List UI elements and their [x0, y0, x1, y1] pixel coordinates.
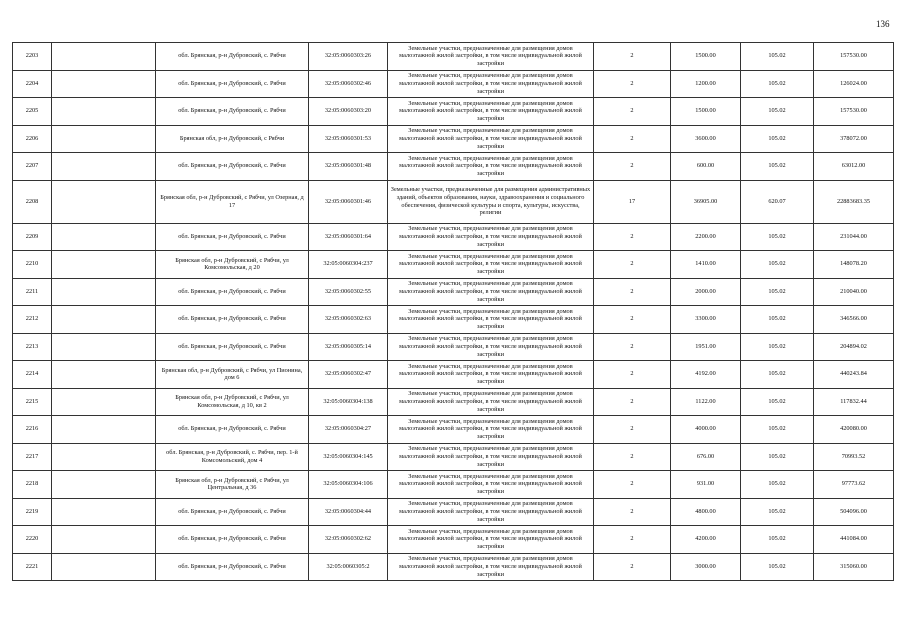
row-number: 2214	[13, 361, 52, 389]
table-row	[13, 153, 894, 181]
address-cell: Брянская обл, р-н Дубровский, с Рябчи, ул Комсомольская, д 20	[156, 251, 309, 279]
rate-cell: 105.02	[741, 125, 814, 153]
land-use-type-cell: Земельные участки, предназначенные для размещения домов малоэтажной жилой застройки, в том числе индивидуальной жилой застройки	[388, 388, 594, 416]
row-number: 2206	[13, 125, 52, 153]
land-use-type-cell: Земельные участки, предназначенные для размещения домов малоэтажной жилой застройки, в том числе индивидуальной жилой застройки	[388, 70, 594, 98]
empty-cell	[52, 306, 156, 334]
cadastral-value-cell: 157530.00	[814, 43, 894, 71]
table-body	[13, 43, 894, 581]
address-cell: обл. Брянская, р-н Дубровский, с. Рябчи, пер. 1-й Комсомольский, дом 4	[156, 443, 309, 471]
empty-cell	[52, 153, 156, 181]
cadastral-value-cell: 97773.62	[814, 471, 894, 499]
empty-cell	[52, 223, 156, 251]
cadastral-number-cell: 32:05:0060304:106	[309, 471, 388, 499]
land-use-type-cell: Земельные участки, предназначенные для размещения домов малоэтажной жилой застройки, в том числе индивидуальной жилой застройки	[388, 306, 594, 334]
cadastral-number-cell: 32:05:0060304:145	[309, 443, 388, 471]
address-cell: Брянская обл, р-н Дубровский, с Рябчи, ул Пионина, дом 6	[156, 361, 309, 389]
address-cell: обл. Брянская, р-н Дубровский, с. Рябчи	[156, 278, 309, 306]
table-row	[13, 553, 894, 581]
empty-cell	[52, 333, 156, 361]
area-cell: 1500.00	[671, 43, 741, 71]
land-use-type-cell: Земельные участки, предназначенные для размещения домов малоэтажной жилой застройки, в том числе индивидуальной жилой застройки	[388, 553, 594, 581]
rate-cell: 105.02	[741, 361, 814, 389]
table-row	[13, 278, 894, 306]
address-cell: обл. Брянская, р-н Дубровский, с. Рябчи	[156, 153, 309, 181]
area-cell: 1200.00	[671, 70, 741, 98]
table-row	[13, 180, 894, 223]
empty-cell	[52, 251, 156, 279]
row-number: 2203	[13, 43, 52, 71]
table-row	[13, 43, 894, 71]
group-cell: 2	[594, 153, 671, 181]
cadastral-value-cell: 231044.00	[814, 223, 894, 251]
address-cell: Брянская обл, р-н Дубровский, с Рябчи, ул Комсомольская, д 10, кв 2	[156, 388, 309, 416]
row-number: 2208	[13, 180, 52, 223]
land-use-type-cell: Земельные участки, предназначенные для размещения домов малоэтажной жилой застройки, в том числе индивидуальной жилой застройки	[388, 98, 594, 126]
cadastral-value-cell: 22883683.35	[814, 180, 894, 223]
area-cell: 2200.00	[671, 223, 741, 251]
page-number: 136	[876, 19, 890, 29]
cadastral-value-cell: 70993.52	[814, 443, 894, 471]
group-cell: 2	[594, 43, 671, 71]
cadastral-value-cell: 315060.00	[814, 553, 894, 581]
group-cell: 2	[594, 70, 671, 98]
land-use-type-cell: Земельные участки, предназначенные для размещения домов малоэтажной жилой застройки, в том числе индивидуальной жилой застройки	[388, 278, 594, 306]
table-row	[13, 251, 894, 279]
cadastral-number-cell: 32:05:0060302:63	[309, 306, 388, 334]
cadastral-value-cell: 420080.00	[814, 416, 894, 444]
rate-cell: 105.02	[741, 443, 814, 471]
group-cell: 2	[594, 306, 671, 334]
cadastral-value-cell: 210040.00	[814, 278, 894, 306]
table-row	[13, 471, 894, 499]
table-row	[13, 388, 894, 416]
empty-cell	[52, 98, 156, 126]
area-cell: 1410.00	[671, 251, 741, 279]
group-cell: 17	[594, 180, 671, 223]
group-cell: 2	[594, 498, 671, 526]
rate-cell: 105.02	[741, 153, 814, 181]
group-cell: 2	[594, 125, 671, 153]
table-row	[13, 306, 894, 334]
table-row	[13, 526, 894, 554]
group-cell: 2	[594, 526, 671, 554]
empty-cell	[52, 180, 156, 223]
address-cell: обл. Брянская, р-н Дубровский, с. Рябчи	[156, 526, 309, 554]
address-cell: обл. Брянская, р-н Дубровский, с. Рябчи	[156, 416, 309, 444]
empty-cell	[52, 125, 156, 153]
land-use-type-cell: Земельные участки, предназначенные для размещения домов малоэтажной жилой застройки, в том числе индивидуальной жилой застройки	[388, 43, 594, 71]
table-row	[13, 498, 894, 526]
table-row	[13, 98, 894, 126]
cadastral-number-cell: 32:05:0060304:27	[309, 416, 388, 444]
group-cell: 2	[594, 443, 671, 471]
area-cell: 600.00	[671, 153, 741, 181]
empty-cell	[52, 553, 156, 581]
group-cell: 2	[594, 98, 671, 126]
table-row	[13, 361, 894, 389]
cadastral-number-cell: 32:05:0060302:62	[309, 526, 388, 554]
rate-cell: 105.02	[741, 333, 814, 361]
row-number: 2210	[13, 251, 52, 279]
group-cell: 2	[594, 278, 671, 306]
cadastral-number-cell: 32:05:0060301:53	[309, 125, 388, 153]
table-row	[13, 70, 894, 98]
area-cell: 4800.00	[671, 498, 741, 526]
cadastral-value-cell: 440243.84	[814, 361, 894, 389]
rate-cell: 105.02	[741, 498, 814, 526]
cadastral-value-cell: 204894.02	[814, 333, 894, 361]
address-cell: обл. Брянская, р-н Дубровский, с. Рябчи	[156, 333, 309, 361]
group-cell: 2	[594, 361, 671, 389]
address-cell: Брянская обл, р-н Дубровский, с Рябчи, ул Озерная, д 17	[156, 180, 309, 223]
land-use-type-cell: Земельные участки, предназначенные для размещения домов малоэтажной жилой застройки, в том числе индивидуальной жилой застройки	[388, 471, 594, 499]
cadastral-number-cell: 32:05:0060301:46	[309, 180, 388, 223]
row-number: 2218	[13, 471, 52, 499]
empty-cell	[52, 361, 156, 389]
cadastral-number-cell: 32:05:0060302:55	[309, 278, 388, 306]
row-number: 2209	[13, 223, 52, 251]
empty-cell	[52, 526, 156, 554]
empty-cell	[52, 388, 156, 416]
area-cell: 4200.00	[671, 526, 741, 554]
address-cell: обл. Брянская, р-н Дубровский, с. Рябчи	[156, 43, 309, 71]
table-row	[13, 443, 894, 471]
rate-cell: 105.02	[741, 251, 814, 279]
address-cell: обл. Брянская, р-н Дубровский, с. Рябчи	[156, 306, 309, 334]
address-cell: обл. Брянская, р-н Дубровский, с. Рябчи	[156, 498, 309, 526]
cadastral-value-cell: 346566.00	[814, 306, 894, 334]
cadastral-value-cell: 148078.20	[814, 251, 894, 279]
area-cell: 2000.00	[671, 278, 741, 306]
area-cell: 3600.00	[671, 125, 741, 153]
group-cell: 2	[594, 251, 671, 279]
table-row	[13, 223, 894, 251]
land-use-type-cell: Земельные участки, предназначенные для размещения домов малоэтажной жилой застройки, в том числе индивидуальной жилой застройки	[388, 361, 594, 389]
address-cell: Брянская обл, р-н Дубровский, с Рябчи, ул Центральная, д 36	[156, 471, 309, 499]
cadastral-number-cell: 32:05:0060305:2	[309, 553, 388, 581]
rate-cell: 105.02	[741, 388, 814, 416]
group-cell: 2	[594, 416, 671, 444]
group-cell: 2	[594, 223, 671, 251]
table-row	[13, 125, 894, 153]
rate-cell: 105.02	[741, 553, 814, 581]
cadastral-number-cell: 32:05:0060304:44	[309, 498, 388, 526]
cadastral-value-cell: 117832.44	[814, 388, 894, 416]
area-cell: 36905.00	[671, 180, 741, 223]
row-number: 2221	[13, 553, 52, 581]
rate-cell: 105.02	[741, 526, 814, 554]
cadastral-value-cell: 157530.00	[814, 98, 894, 126]
row-number: 2213	[13, 333, 52, 361]
cadastral-number-cell: 32:05:0060305:14	[309, 333, 388, 361]
row-number: 2207	[13, 153, 52, 181]
area-cell: 4000.00	[671, 416, 741, 444]
row-number: 2205	[13, 98, 52, 126]
cadastral-value-cell: 63012.00	[814, 153, 894, 181]
cadastral-value-cell: 126024.00	[814, 70, 894, 98]
area-cell: 3000.00	[671, 553, 741, 581]
table-row	[13, 333, 894, 361]
row-number: 2215	[13, 388, 52, 416]
land-use-type-cell: Земельные участки, предназначенные для размещения домов малоэтажной жилой застройки, в том числе индивидуальной жилой застройки	[388, 443, 594, 471]
cadastral-number-cell: 32:05:0060303:20	[309, 98, 388, 126]
rate-cell: 105.02	[741, 43, 814, 71]
row-number: 2212	[13, 306, 52, 334]
area-cell: 3300.00	[671, 306, 741, 334]
cadastral-value-cell: 378072.00	[814, 125, 894, 153]
land-use-type-cell: Земельные участки, предназначенные для размещения домов малоэтажной жилой застройки, в том числе индивидуальной жилой застройки	[388, 251, 594, 279]
row-number: 2217	[13, 443, 52, 471]
address-cell: Брянская обл, р-н Дубровский, с Рябчи	[156, 125, 309, 153]
group-cell: 2	[594, 388, 671, 416]
rate-cell: 105.02	[741, 98, 814, 126]
cadastral-number-cell: 32:05:0060304:138	[309, 388, 388, 416]
area-cell: 1500.00	[671, 98, 741, 126]
land-use-type-cell: Земельные участки, предназначенные для размещения домов малоэтажной жилой застройки, в том числе индивидуальной жилой застройки	[388, 153, 594, 181]
empty-cell	[52, 416, 156, 444]
cadastral-value-cell: 504096.00	[814, 498, 894, 526]
row-number: 2216	[13, 416, 52, 444]
rate-cell: 105.02	[741, 416, 814, 444]
area-cell: 931.00	[671, 471, 741, 499]
rate-cell: 105.02	[741, 70, 814, 98]
land-use-type-cell: Земельные участки, предназначенные для размещения административных зданий, объектов образования, науки, здравоохранения и социального обеспечения, физической культуры и спорта, культуры, искусства, религии	[388, 180, 594, 223]
row-number: 2219	[13, 498, 52, 526]
land-use-type-cell: Земельные участки, предназначенные для размещения домов малоэтажной жилой застройки, в том числе индивидуальной жилой застройки	[388, 526, 594, 554]
cadastral-number-cell: 32:05:0060301:48	[309, 153, 388, 181]
table-row	[13, 416, 894, 444]
cadastral-value-cell: 441084.00	[814, 526, 894, 554]
cadastral-number-cell: 32:05:0060304:237	[309, 251, 388, 279]
empty-cell	[52, 70, 156, 98]
area-cell: 1122.00	[671, 388, 741, 416]
rate-cell: 105.02	[741, 278, 814, 306]
cadastral-table	[12, 42, 894, 581]
rate-cell: 105.02	[741, 306, 814, 334]
empty-cell	[52, 498, 156, 526]
land-use-type-cell: Земельные участки, предназначенные для размещения домов малоэтажной жилой застройки, в том числе индивидуальной жилой застройки	[388, 333, 594, 361]
area-cell: 4192.00	[671, 361, 741, 389]
rate-cell: 620.07	[741, 180, 814, 223]
empty-cell	[52, 443, 156, 471]
rate-cell: 105.02	[741, 471, 814, 499]
group-cell: 2	[594, 333, 671, 361]
empty-cell	[52, 43, 156, 71]
row-number: 2204	[13, 70, 52, 98]
group-cell: 2	[594, 471, 671, 499]
cadastral-number-cell: 32:05:0060302:46	[309, 70, 388, 98]
empty-cell	[52, 278, 156, 306]
rate-cell: 105.02	[741, 223, 814, 251]
land-use-type-cell: Земельные участки, предназначенные для размещения домов малоэтажной жилой застройки, в том числе индивидуальной жилой застройки	[388, 498, 594, 526]
address-cell: обл. Брянская, р-н Дубровский, с. Рябчи	[156, 98, 309, 126]
cadastral-number-cell: 32:05:0060302:47	[309, 361, 388, 389]
empty-cell	[52, 471, 156, 499]
land-use-type-cell: Земельные участки, предназначенные для размещения домов малоэтажной жилой застройки, в том числе индивидуальной жилой застройки	[388, 416, 594, 444]
address-cell: обл. Брянская, р-н Дубровский, с. Рябчи	[156, 70, 309, 98]
area-cell: 1951.00	[671, 333, 741, 361]
land-use-type-cell: Земельные участки, предназначенные для размещения домов малоэтажной жилой застройки, в том числе индивидуальной жилой застройки	[388, 125, 594, 153]
area-cell: 676.00	[671, 443, 741, 471]
address-cell: обл. Брянская, р-н Дубровский, с. Рябчи	[156, 553, 309, 581]
cadastral-number-cell: 32:05:0060301:64	[309, 223, 388, 251]
address-cell: обл. Брянская, р-н Дубровский, с. Рябчи	[156, 223, 309, 251]
row-number: 2211	[13, 278, 52, 306]
row-number: 2220	[13, 526, 52, 554]
group-cell: 2	[594, 553, 671, 581]
land-use-type-cell: Земельные участки, предназначенные для размещения домов малоэтажной жилой застройки, в том числе индивидуальной жилой застройки	[388, 223, 594, 251]
cadastral-number-cell: 32:05:0060303:26	[309, 43, 388, 71]
